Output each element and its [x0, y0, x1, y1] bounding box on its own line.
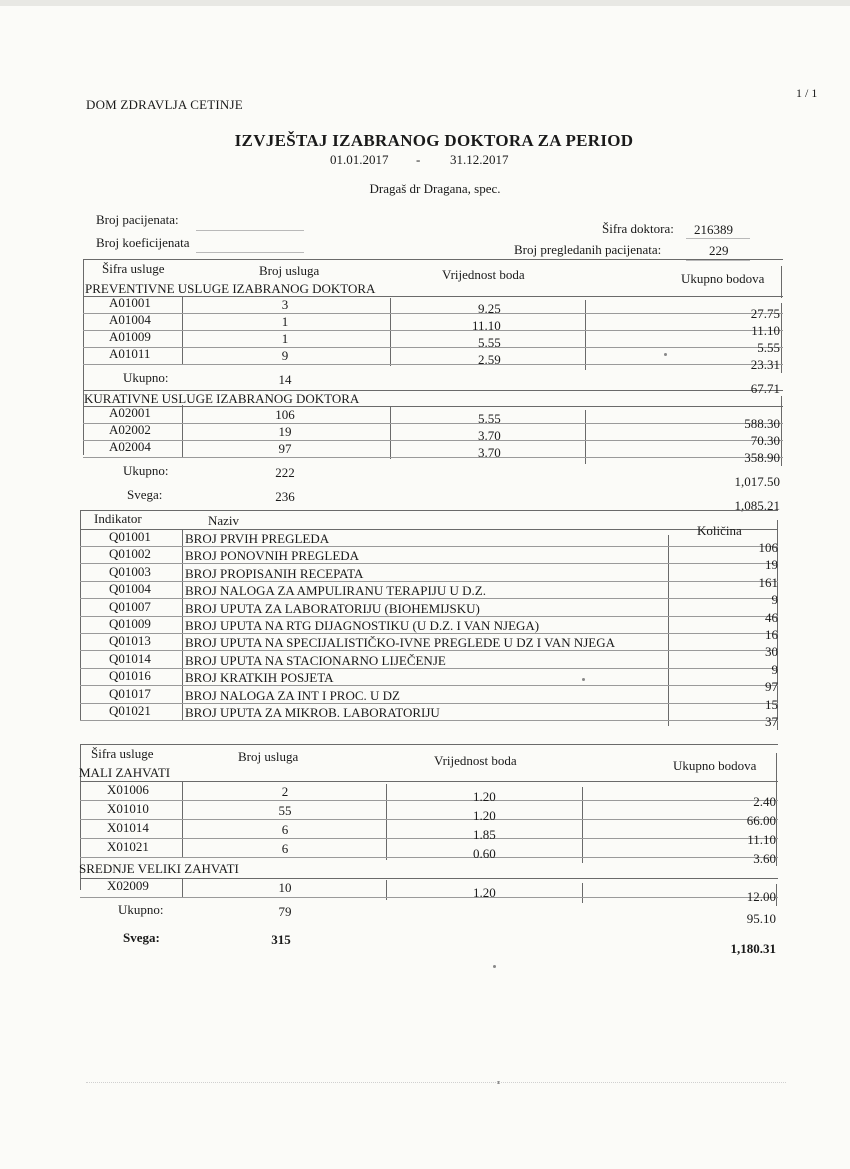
indicator-name: BROJ KRATKIH POSJETA	[185, 670, 334, 686]
indicator-name: BROJ UPUTA NA SPECIJALISTIČKO-IVNE PREGLEDE U DZ I VAN NJEGA	[185, 635, 616, 651]
subtotal-total: 67.71	[750, 381, 780, 396]
group-title: MALI ZAHVATI	[79, 765, 171, 780]
row-code: X01014	[107, 820, 149, 835]
col-header-points: Vrijednost boda	[434, 753, 517, 768]
row-total: 66.00	[746, 813, 776, 828]
group-title: SREDNJE VELIKI ZAHVATI	[79, 861, 239, 876]
row-total: 70.30	[750, 433, 780, 448]
table-rule	[80, 685, 778, 686]
row-count: 9	[281, 348, 289, 363]
table-rule	[80, 581, 778, 582]
scan-edge	[0, 0, 850, 6]
grand-total-value: 1,085.21	[734, 498, 780, 513]
table-rule	[80, 616, 778, 617]
indicator-code: Q01003	[109, 563, 151, 579]
table-col-divider	[390, 407, 391, 459]
col-header-total: Ukupno bodova	[673, 758, 757, 773]
doctor-code-underline	[686, 238, 750, 239]
table-rule	[83, 296, 783, 297]
row-total: 12.00	[746, 889, 776, 904]
indicator-quantity: 97	[765, 679, 778, 695]
table-col-divider	[582, 787, 583, 863]
table-border-right	[776, 790, 777, 866]
indicator-quantity: 16	[765, 627, 778, 642]
col-header-count: Broj usluga	[238, 749, 299, 764]
table-rule	[80, 563, 778, 564]
examined-patients-label: Broj pregledanih pacijenata:	[514, 242, 662, 257]
row-total: 11.10	[751, 323, 780, 338]
row-points: 5.55	[478, 335, 501, 350]
col-header-total: Ukupno bodova	[681, 271, 765, 286]
scan-speck	[664, 353, 667, 356]
table-rule	[80, 668, 778, 669]
row-count: 19	[278, 424, 292, 439]
scan-speck	[493, 965, 496, 968]
indicator-code: Q01001	[109, 529, 151, 544]
row-total: 588.30	[744, 416, 780, 431]
subtotal-label: Ukupno:	[118, 902, 164, 917]
indicator-name: BROJ PROPISANIH RECEPATA	[185, 565, 364, 581]
table-col-divider	[182, 878, 183, 898]
table-rule	[80, 650, 778, 651]
institution-name: DOM ZDRAVLJA CETINJE	[86, 97, 243, 112]
row-total: 5.55	[757, 340, 780, 355]
row-points: 1.20	[473, 789, 496, 804]
row-count: 6	[281, 822, 289, 837]
row-code: X01006	[107, 782, 149, 797]
row-count: 106	[275, 407, 295, 422]
row-count: 1	[281, 314, 289, 329]
table-rule	[80, 781, 778, 782]
table-rule	[80, 598, 778, 599]
grand-total-count: 315	[271, 932, 291, 947]
table-rule	[80, 529, 778, 530]
row-code: A02002	[109, 422, 151, 437]
row-count: 10	[278, 880, 292, 895]
table-rule	[80, 744, 778, 745]
indicator-quantity: 46	[765, 609, 778, 625]
scan-speck	[582, 678, 585, 681]
grand-total-count: 236	[275, 489, 295, 504]
indicator-quantity: 30	[765, 644, 778, 660]
row-points: 1.85	[473, 827, 496, 842]
row-total: 358.90	[744, 450, 780, 465]
indicator-code: Q01013	[109, 633, 151, 649]
table-rule	[83, 457, 783, 458]
patients-underline	[196, 230, 304, 231]
subtotal-count: 222	[275, 465, 295, 480]
col-header-code: Šifra usluge	[91, 746, 154, 761]
table-col-divider	[582, 883, 583, 903]
patients-label: Broj pacijenata:	[96, 212, 179, 227]
indicator-name: BROJ UPUTA ZA LABORATORIJU (BIOHEMIJSKU)	[185, 600, 480, 616]
table-border-right	[776, 884, 777, 906]
table-rule	[80, 633, 778, 634]
row-count: 3	[281, 297, 289, 312]
row-points: 1.20	[473, 808, 496, 823]
table-rule	[80, 510, 778, 511]
indicator-code: Q01009	[109, 616, 151, 631]
subtotal-total: 95.10	[746, 911, 776, 926]
subtotal-total: 1,017.50	[734, 474, 780, 489]
row-code: A01011	[109, 346, 151, 361]
table-rule	[80, 703, 778, 704]
row-count: 6	[281, 841, 289, 856]
col-header-name: Naziv	[208, 513, 240, 528]
row-code: A01004	[109, 312, 151, 327]
subtotal-count: 14	[278, 372, 292, 387]
row-total: 11.10	[747, 832, 776, 847]
row-points: 9.25	[478, 301, 501, 316]
table-rule	[80, 857, 778, 858]
indicator-quantity: 37	[765, 714, 778, 729]
col-header-points: Vrijednost boda	[442, 267, 525, 282]
table-rule	[80, 897, 778, 898]
grand-total-value: 1,180.31	[730, 941, 776, 956]
row-code: A01009	[109, 329, 151, 344]
indicator-code: Q01017	[109, 685, 151, 701]
row-code: A02004	[109, 439, 151, 454]
period-separator: -	[416, 152, 421, 167]
indicator-code: Q01016	[109, 668, 151, 684]
row-code: X01010	[107, 801, 149, 816]
indicator-code: Q01014	[109, 650, 151, 666]
doctor-code-label: Šifra doktora:	[602, 221, 674, 236]
row-count: 1	[281, 331, 289, 346]
indicator-quantity: 19	[765, 557, 778, 573]
row-total: 2.40	[753, 794, 776, 809]
table-col-divider	[585, 410, 586, 464]
coefficients-label: Broj koeficijenata	[96, 235, 190, 250]
row-code: A01001	[109, 295, 151, 310]
period-end: 31.12.2017	[450, 152, 509, 167]
period-start: 01.01.2017	[330, 152, 389, 167]
table-col-divider	[182, 405, 183, 457]
row-points: 5.55	[478, 411, 501, 426]
table-rule	[80, 819, 778, 820]
subtotal-label: Ukupno:	[123, 463, 169, 478]
group-title: PREVENTIVNE USLUGE IZABRANOG DOKTORA	[85, 281, 376, 296]
table-col-divider	[390, 298, 391, 366]
examined-patients-value: 229	[709, 243, 729, 258]
row-points: 0.60	[473, 846, 496, 861]
indicator-quantity: 15	[765, 696, 778, 712]
row-total: 3.60	[753, 851, 776, 866]
doctor-name: Dragaš dr Dragana, spec.	[369, 181, 501, 196]
coefficients-underline	[196, 252, 304, 253]
table-rule	[83, 364, 783, 365]
row-total: 23.31	[750, 357, 780, 372]
indicator-code: Q01007	[109, 598, 151, 614]
table-rule	[80, 838, 778, 839]
examined-patients-underline	[686, 260, 750, 261]
row-code: X01021	[107, 839, 149, 854]
indicator-name: BROJ UPUTA NA RTG DIJAGNOSTIKU (U D.Z. I VAN NJEGA)	[185, 618, 540, 633]
scan-footer-bleed	[86, 1082, 786, 1083]
table-rule	[83, 423, 783, 424]
indicator-code: Q01002	[109, 546, 151, 562]
table-rule	[83, 347, 783, 348]
indicator-name: BROJ NALOGA ZA AMPULIRANU TERAPIJU U D.Z.	[185, 583, 486, 599]
indicator-quantity: 161	[758, 574, 778, 590]
indicator-quantity: 9	[771, 661, 778, 677]
table-rule	[83, 440, 783, 441]
row-count: 97	[278, 441, 292, 456]
table-col-divider	[585, 300, 586, 370]
group-title: KURATIVNE USLUGE IZABRANOG DOKTORA	[84, 391, 360, 406]
table-border-left	[83, 259, 84, 455]
indicator-quantity: 106	[758, 540, 778, 555]
table-col-divider	[182, 529, 183, 721]
doctor-code-value: 216389	[694, 222, 733, 237]
table-border-right	[776, 753, 777, 791]
row-points: 3.70	[478, 445, 501, 460]
indicator-name: BROJ PRVIH PREGLEDA	[185, 531, 330, 546]
row-points: 1.20	[473, 885, 496, 900]
table-rule	[80, 800, 778, 801]
col-header-count: Broj usluga	[259, 263, 320, 278]
indicator-name: BROJ PONOVNIH PREGLEDA	[185, 548, 360, 564]
grand-total-label: Svega:	[123, 930, 160, 945]
page-number: 1 / 1	[796, 86, 818, 100]
col-header-indicator: Indikator	[94, 511, 142, 526]
row-points: 3.70	[478, 428, 501, 443]
table-rule	[80, 878, 778, 879]
table-border-right	[781, 266, 782, 298]
subtotal-label: Ukupno:	[123, 370, 169, 385]
table-rule	[83, 330, 783, 331]
table-rule	[83, 259, 783, 260]
grand-total-label: Svega:	[127, 487, 163, 502]
table-rule	[80, 720, 778, 721]
table-rule	[83, 313, 783, 314]
indicator-name: BROJ UPUTA NA STACIONARNO LIJEČENJE	[185, 652, 446, 668]
indicator-name: BROJ NALOGA ZA INT I PROC. U DZ	[185, 687, 400, 703]
row-points: 11.10	[472, 318, 501, 333]
row-points: 2.59	[478, 352, 501, 367]
row-count: 55	[278, 803, 292, 818]
col-header-code: Šifra usluge	[102, 261, 165, 276]
indicator-name: BROJ UPUTA ZA MIKROB. LABORATORIJU	[185, 705, 440, 720]
col-header-quantity: Količina	[697, 523, 742, 538]
indicator-quantity: 9	[771, 592, 778, 608]
report-title: IZVJEŠTAJ IZABRANOG DOKTORA ZA PERIOD	[234, 131, 634, 150]
indicator-code: Q01004	[109, 581, 151, 597]
row-code: X02009	[107, 878, 149, 893]
subtotal-count: 79	[278, 904, 292, 919]
table-rule	[83, 406, 783, 407]
row-count: 2	[281, 784, 289, 799]
table-rule	[80, 546, 778, 547]
table-col-divider	[386, 784, 387, 860]
indicator-code: Q01021	[109, 703, 151, 718]
row-code: A02001	[109, 405, 151, 420]
row-total: 27.75	[750, 306, 780, 321]
